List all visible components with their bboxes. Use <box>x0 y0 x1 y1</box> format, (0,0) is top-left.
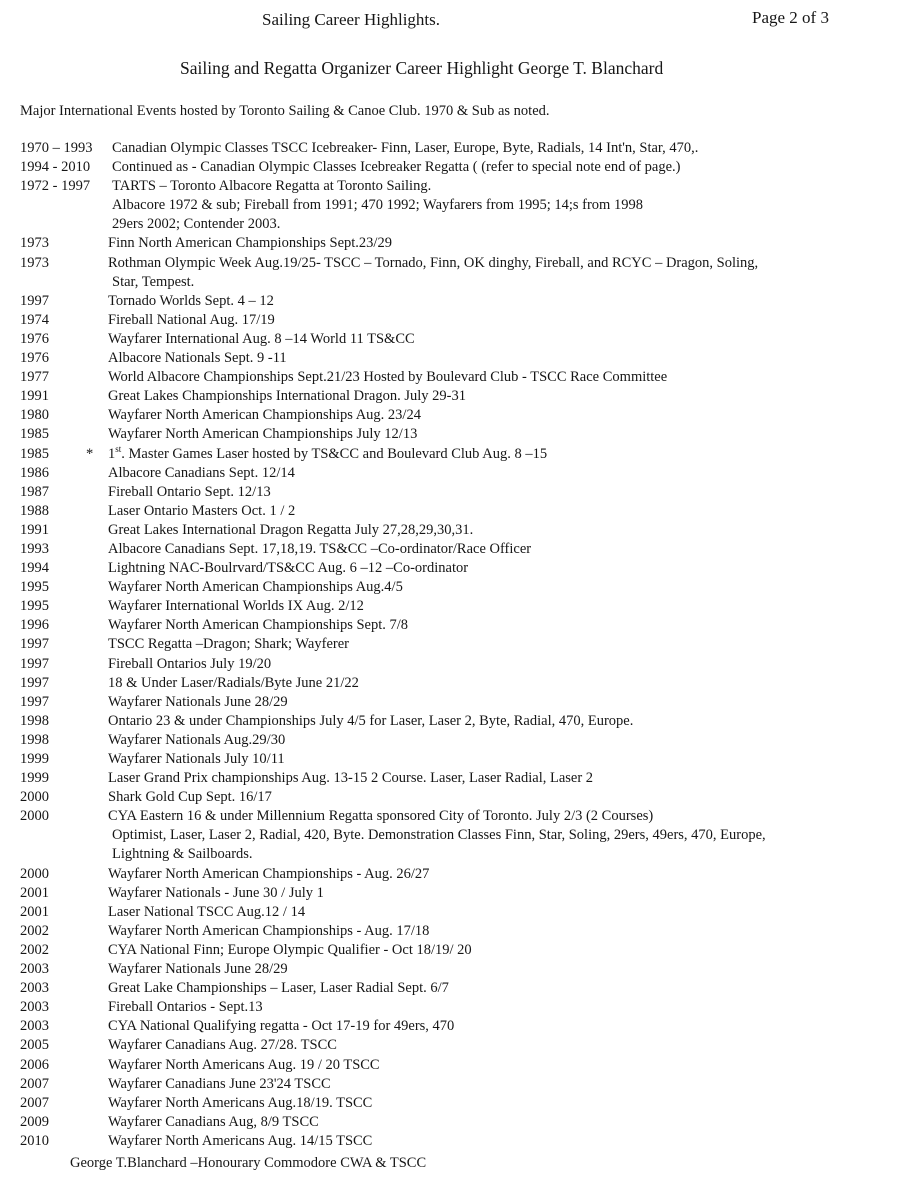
event-description: Wayfarer Nationals June 28/29 <box>108 693 288 710</box>
event-description: Finn North American Championships Sept.23/29 <box>108 235 392 252</box>
event-row <box>0 445 900 464</box>
event-row <box>0 845 900 864</box>
event-row <box>0 254 900 273</box>
event-description: World Albacore Championships Sept.21/23 Hosted by Boulevard Club - TSCC Race Committee <box>108 369 668 386</box>
event-description: Wayfarer Canadians Aug. 27/28. TSCC <box>108 1037 337 1054</box>
event-row <box>0 1113 900 1132</box>
event-description: Albacore Canadians Sept. 12/14 <box>108 464 295 481</box>
event-year: 1985 <box>20 426 49 443</box>
event-row <box>0 998 900 1017</box>
event-description: Tornado Worlds Sept. 4 – 12 <box>108 292 274 309</box>
event-row <box>0 693 900 712</box>
event-year: 2007 <box>20 1075 49 1092</box>
event-year: 1988 <box>20 502 49 519</box>
event-year: 1999 <box>20 770 49 787</box>
event-year: 2010 <box>20 1132 49 1149</box>
event-marker: * <box>86 445 94 462</box>
event-description: Laser Grand Prix championships Aug. 13-15 2 Course. Laser, Laser Radial, Laser 2 <box>108 770 594 787</box>
event-description: Wayfarer North American Championships - Aug. 26/27 <box>108 865 430 882</box>
event-row <box>0 483 900 502</box>
event-row <box>0 807 900 826</box>
event-year: 1973 <box>20 235 49 252</box>
event-description <box>108 445 547 464</box>
event-row <box>0 1017 900 1036</box>
event-description: Fireball Ontarios July 19/20 <box>108 655 272 672</box>
event-description: Continued as - Canadian Olympic Classes Icebreaker Regatta ( (refer to special note end of page.) <box>112 159 681 176</box>
event-year: 1972 - 1997 <box>20 178 91 195</box>
event-row <box>0 750 900 769</box>
event-year: 1997 <box>20 655 49 672</box>
event-description: Wayfarer Canadians June 23'24 TSCC <box>108 1075 331 1092</box>
event-description: Wayfarer Nationals - June 30 / July 1 <box>108 884 324 901</box>
event-year: 1985 <box>20 445 49 462</box>
event-year: 1998 <box>20 712 49 729</box>
event-row <box>0 425 900 444</box>
event-description: TSCC Regatta –Dragon; Shark; Wayferer <box>108 636 349 653</box>
event-row <box>0 1056 900 1075</box>
event-year: 1977 <box>20 369 49 386</box>
event-year: 2007 <box>20 1094 49 1111</box>
event-year: 1997 <box>20 674 49 691</box>
event-description: Shark Gold Cup Sept. 16/17 <box>108 789 272 806</box>
event-year: 2001 <box>20 884 49 901</box>
event-description: CYA National Qualifying regatta - Oct 17-19 for 49ers, 470 <box>108 1018 455 1035</box>
event-year: 2005 <box>20 1037 49 1054</box>
event-year: 1996 <box>20 617 49 634</box>
event-description: Canadian Olympic Classes TSCC Icebreaker- Finn, Laser, Europe, Byte, Radials, 14 Int'n, Star, 470,. <box>112 140 699 156</box>
event-row <box>0 196 900 215</box>
event-year: 1999 <box>20 751 49 767</box>
event-row <box>0 884 900 903</box>
event-description: Albacore Canadians Sept. 17,18,19. TS&CC –Co-ordinator/Race Officer <box>108 540 532 557</box>
event-row <box>0 1075 900 1094</box>
event-row <box>0 368 900 387</box>
event-row <box>0 273 900 292</box>
event-year: 1993 <box>20 540 49 557</box>
event-year: 2003 <box>20 961 49 978</box>
event-year: 1976 <box>20 350 49 367</box>
event-year: 1995 <box>20 579 49 596</box>
event-description: Great Lakes Championships International Dragon. July 29-31 <box>108 388 466 405</box>
event-description: Wayfarer North American Championships Aug.4/5 <box>108 579 403 596</box>
event-year: 1980 <box>20 407 49 424</box>
event-row <box>0 826 900 845</box>
event-year: 2003 <box>20 980 49 997</box>
event-description: Wayfarer North Americans Aug. 19 / 20 TSCC <box>108 1056 380 1073</box>
event-row <box>0 903 900 922</box>
event-row <box>0 139 900 158</box>
event-row <box>0 941 900 960</box>
event-row <box>0 655 900 674</box>
event-row <box>0 788 900 807</box>
event-description: Ontario 23 & under Championships July 4/5 for Laser, Laser 2, Byte, Radial, 470, Europe. <box>108 712 634 729</box>
event-year: 1970 – 1993 <box>20 140 93 156</box>
event-description: Albacore 1972 & sub; Fireball from 1991; 470 1992; Wayfarers from 1995; 14;s from 1998 <box>112 197 643 214</box>
event-row <box>0 979 900 998</box>
signature-line: George T.Blanchard –Honourary Commodore CWA & TSCC <box>70 1155 427 1171</box>
event-year: 2009 <box>20 1113 49 1130</box>
event-description: Laser Ontario Masters Oct. 1 / 2 <box>108 502 296 519</box>
event-description: Star, Tempest. <box>112 273 195 290</box>
event-row <box>0 292 900 311</box>
event-year: 2003 <box>20 999 49 1016</box>
event-year: 1974 <box>20 311 49 328</box>
event-description: Great Lake Championships – Laser, Laser Radial Sept. 6/7 <box>108 980 449 997</box>
event-description: CYA Eastern 16 & under Millennium Regatta sponsored City of Toronto. July 2/3 (2 Courses) <box>108 808 654 825</box>
ordinal-suffix: st <box>115 443 122 454</box>
event-row <box>0 712 900 731</box>
event-row <box>0 215 900 234</box>
event-year: 1997 <box>20 636 49 653</box>
event-description: Wayfarer North American Championships Aug. 23/24 <box>108 407 421 424</box>
event-description: Wayfarer Nationals July 10/11 <box>108 751 285 767</box>
event-description: Optimist, Laser, Laser 2, Radial, 420, Byte. Demonstration Classes Finn, Star, Soling, 29ers, 49ers, 470, Europe, <box>112 827 766 844</box>
event-year: 2003 <box>20 1018 49 1035</box>
event-year: 2002 <box>20 941 49 958</box>
event-row <box>0 865 900 884</box>
event-year: 2000 <box>20 808 49 825</box>
intro-line: Major International Events hosted by Toronto Sailing & Canoe Club. 1970 & Sub as noted. <box>20 103 550 119</box>
event-year: 1991 <box>20 388 49 405</box>
event-description: Wayfarer North American Championships - Aug. 17/18 <box>108 922 430 939</box>
event-row <box>0 1094 900 1113</box>
event-row <box>0 540 900 559</box>
event-row <box>0 1036 900 1055</box>
page-title: Sailing and Regatta Organizer Career Highlight George T. Blanchard <box>180 58 664 78</box>
event-description: CYA National Finn; Europe Olympic Qualifier - Oct 18/19/ 20 <box>108 941 472 958</box>
event-description: Fireball Ontarios - Sept.13 <box>108 999 263 1016</box>
event-year: 1991 <box>20 521 49 538</box>
event-row <box>0 387 900 406</box>
event-description: Fireball Ontario Sept. 12/13 <box>108 483 271 500</box>
events-list <box>0 139 900 1151</box>
event-year: 1976 <box>20 330 49 347</box>
event-row <box>0 635 900 654</box>
event-description: Wayfarer North American Championships July 12/13 <box>108 426 418 443</box>
event-row <box>0 731 900 750</box>
event-text: . Master Games Laser hosted by TS&CC and Boulevard Club Aug. 8 –15 <box>121 445 548 462</box>
event-description: Fireball National Aug. 17/19 <box>108 311 275 328</box>
event-year: 2001 <box>20 903 49 920</box>
event-row <box>0 330 900 349</box>
event-year: 1973 <box>20 254 49 271</box>
event-row <box>0 406 900 425</box>
event-row <box>0 234 900 253</box>
event-year: 2000 <box>20 865 49 882</box>
event-row <box>0 960 900 979</box>
event-row <box>0 578 900 597</box>
event-row <box>0 311 900 330</box>
event-row <box>0 502 900 521</box>
event-row <box>0 559 900 578</box>
event-description: Wayfarer International Worlds IX Aug. 2/12 <box>108 598 364 615</box>
event-description: TARTS – Toronto Albacore Regatta at Toronto Sailing. <box>112 178 432 195</box>
ordinal-number: 1 <box>108 445 116 462</box>
event-year: 1998 <box>20 731 49 748</box>
event-year: 1997 <box>20 292 49 309</box>
event-description: Wayfarer Nationals June 28/29 <box>108 961 288 978</box>
event-row <box>0 769 900 788</box>
event-description: Wayfarer Nationals Aug.29/30 <box>108 731 286 748</box>
event-description: Great Lakes International Dragon Regatta July 27,28,29,30,31. <box>108 521 474 538</box>
event-description: Wayfarer International Aug. 8 –14 World 11 TS&CC <box>108 330 415 347</box>
event-description: Wayfarer North American Championships Sept. 7/8 <box>108 617 409 634</box>
event-description: Rothman Olympic Week Aug.19/25- TSCC – Tornado, Finn, OK dinghy, Fireball, and RCYC – Dragon, Soling, <box>108 254 759 271</box>
event-year: 1994 - 2010 <box>20 159 91 176</box>
event-description: Albacore Nationals Sept. 9 -11 <box>108 350 287 367</box>
event-year: 2002 <box>20 922 49 939</box>
event-year: 1994 <box>20 560 49 577</box>
event-row <box>0 922 900 941</box>
event-description: 29ers 2002; Contender 2003. <box>112 216 281 233</box>
event-description: Wayfarer North Americans Aug. 14/15 TSCC <box>108 1132 373 1149</box>
running-header: Sailing Career Highlights. <box>262 10 441 29</box>
event-row <box>0 158 900 177</box>
event-description: Lightning & Sailboards. <box>112 846 253 863</box>
event-description: Wayfarer Canadians Aug, 8/9 TSCC <box>108 1113 319 1130</box>
event-year: 1997 <box>20 693 49 710</box>
event-row <box>0 597 900 616</box>
event-row <box>0 177 900 196</box>
page-number: Page 2 of 3 <box>752 8 829 27</box>
event-year: 1995 <box>20 598 49 615</box>
event-year: 2000 <box>20 789 49 806</box>
event-description: 18 & Under Laser/Radials/Byte June 21/22 <box>108 674 359 691</box>
event-description: Lightning NAC-Boulrvard/TS&CC Aug. 6 –12 –Co-ordinator <box>108 560 469 577</box>
event-row <box>0 674 900 693</box>
event-description: Laser National TSCC Aug.12 / 14 <box>108 903 306 920</box>
event-row <box>0 521 900 540</box>
event-year: 1987 <box>20 483 49 500</box>
event-row <box>0 349 900 368</box>
event-row <box>0 1132 900 1151</box>
event-row <box>0 464 900 483</box>
event-description: Wayfarer North Americans Aug.18/19. TSCC <box>108 1094 373 1111</box>
event-year: 2006 <box>20 1056 49 1073</box>
event-year: 1986 <box>20 464 49 481</box>
event-row <box>0 616 900 635</box>
